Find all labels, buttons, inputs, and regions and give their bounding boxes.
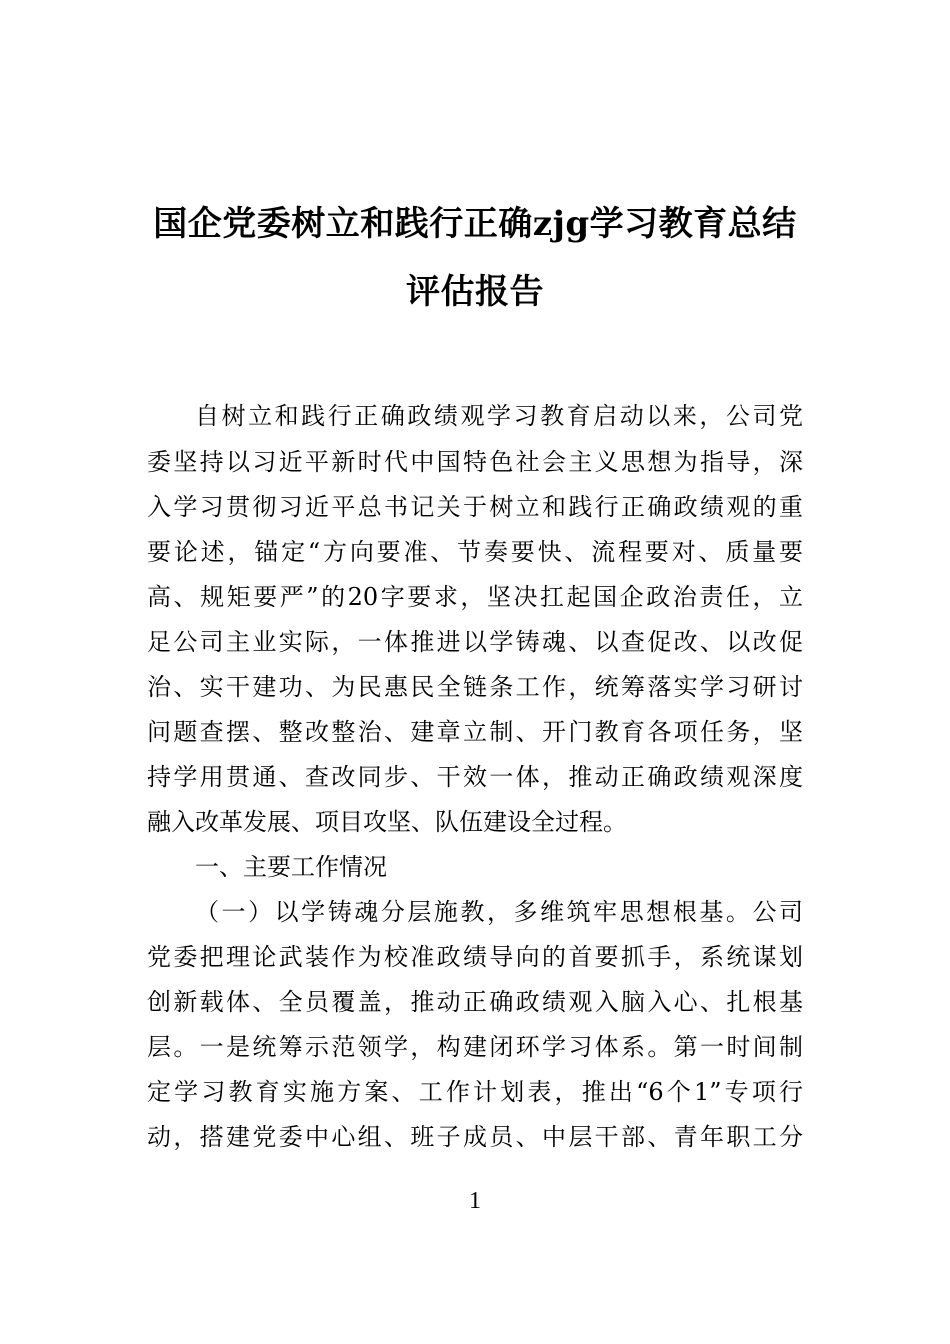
paragraph-1-line: 要论述，锚定“方向要准、节奏要快、流程要对、质量要 (147, 538, 803, 566)
paragraph-1-line: 治、实干建功、为民惠民全链条工作，统筹落实学习研讨 (147, 673, 803, 701)
paragraph-1-line: 问题查摆、整改整治、建章立制、开门教育各项任务，坚 (147, 718, 803, 746)
paragraph-1-line: 高、规矩要严”的20字要求，坚决扛起国企政治责任，立 (147, 583, 803, 611)
paragraph-2-line: 创新载体、全员覆盖，推动正确政绩观入脑入心、扎根基 (147, 988, 803, 1016)
paragraph-1-line: 足公司主业实际，一体推进以学铸魂、以查促改、以改促 (147, 628, 803, 656)
paragraph-1-line: 自树立和践行正确政绩观学习教育启动以来，公司党 (195, 402, 803, 430)
paragraph-1-line: 融入改革发展、项目攻坚、队伍建设全过程。 (147, 808, 627, 836)
page-number: 1 (469, 1188, 481, 1214)
paragraph-1-line: 入学习贯彻习近平总书记关于树立和践行正确政绩观的重 (147, 493, 803, 521)
section-heading: 一、主要工作情况 (195, 853, 387, 881)
paragraph-1-line: 委坚持以习近平新时代中国特色社会主义思想为指导，深 (147, 448, 803, 476)
paragraph-2-line: 动，搭建党委中心组、班子成员、中层干部、青年职工分 (147, 1123, 803, 1151)
paragraph-2-line: 层。一是统筹示范领学，构建闭环学习体系。第一时间制 (147, 1033, 803, 1061)
paragraph-2-line: 党委把理论武装作为校准政绩导向的首要抓手，系统谋划 (147, 943, 803, 971)
paragraph-2-line: （一）以学铸魂分层施教，多维筑牢思想根基。公司 (195, 898, 803, 926)
document-title-line-1: 国企党委树立和践行正确zjg学习教育总结 (153, 204, 797, 244)
document-title-line-2: 评估报告 (406, 272, 544, 312)
paragraph-1-line: 持学用贯通、查改同步、干效一体，推动正确政绩观深度 (147, 763, 803, 791)
paragraph-2-line: 定学习教育实施方案、工作计划表，推出“6个1”专项行 (147, 1078, 803, 1106)
